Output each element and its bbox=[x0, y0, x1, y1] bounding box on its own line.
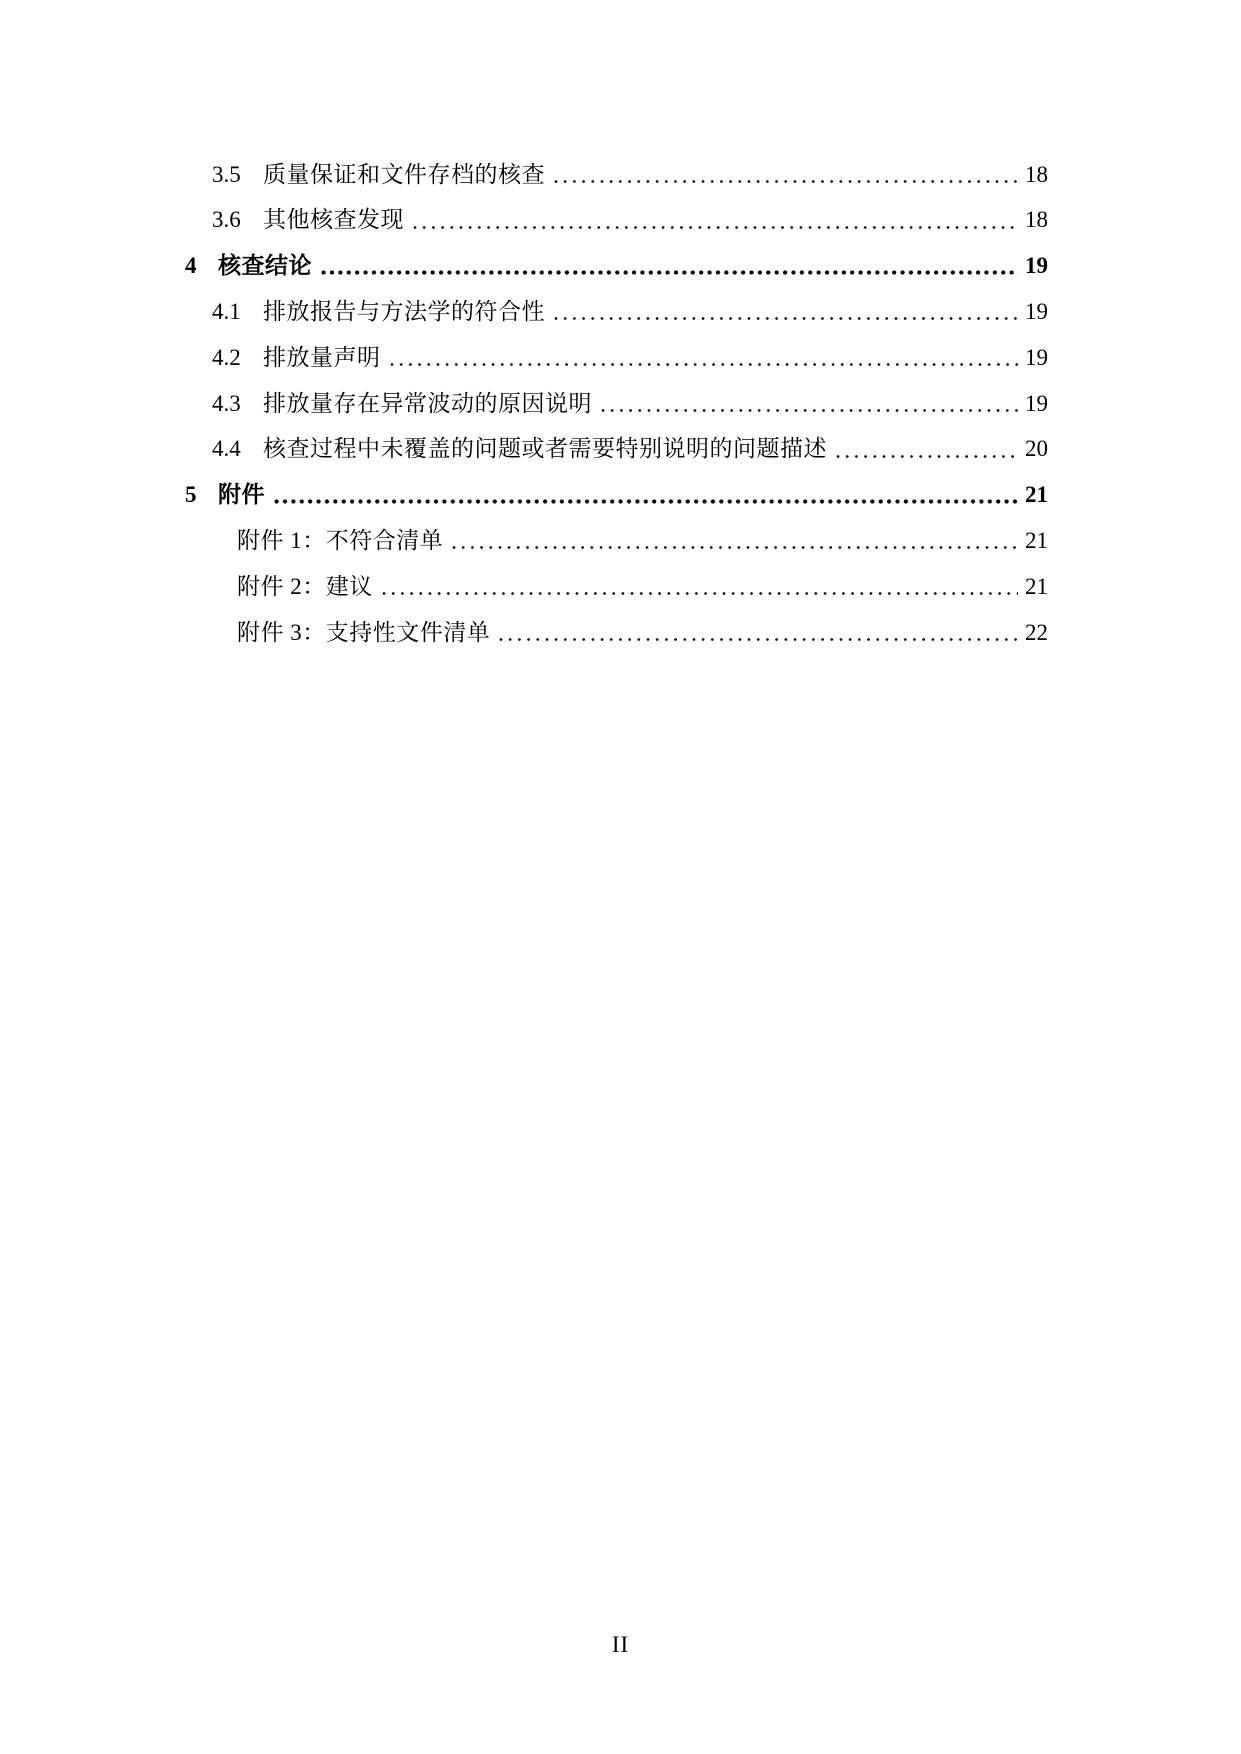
toc-entry[interactable] bbox=[212, 284, 1048, 330]
toc-entry-number: 4.3 bbox=[212, 390, 241, 416]
toc-entry-label: 排放报告与方法学的符合性 bbox=[263, 299, 545, 325]
dot-leader bbox=[554, 179, 1018, 184]
toc-entry-page: 20 bbox=[1025, 436, 1048, 462]
dot-leader bbox=[452, 545, 1018, 550]
toc-entry[interactable] bbox=[237, 559, 1048, 605]
dot-leader bbox=[413, 225, 1018, 230]
toc-entry[interactable] bbox=[212, 376, 1048, 422]
toc-entry-page: 21 bbox=[1025, 573, 1048, 599]
dot-leader bbox=[390, 362, 1019, 367]
toc-entry[interactable] bbox=[212, 147, 1048, 193]
toc-entry[interactable] bbox=[212, 193, 1048, 239]
toc-entry[interactable] bbox=[212, 422, 1048, 468]
toc-entry-number: 4.1 bbox=[212, 299, 241, 325]
dot-leader bbox=[321, 270, 1018, 275]
toc-entry[interactable] bbox=[237, 513, 1048, 559]
toc-entry-number: 4.4 bbox=[212, 436, 241, 462]
toc-entry-number: 3.5 bbox=[212, 161, 241, 187]
toc-entry-label: 排放量存在异常波动的原因说明 bbox=[263, 390, 592, 416]
toc-entry-label: 核查结论 bbox=[218, 253, 312, 279]
page-number-footer: II bbox=[611, 1632, 630, 1657]
toc-entry-page: 21 bbox=[1025, 528, 1048, 554]
toc-entry-page: 18 bbox=[1025, 161, 1048, 187]
toc-entry-label: 附件 2：建议 bbox=[237, 573, 373, 599]
toc-entry-label: 质量保证和文件存档的核查 bbox=[263, 161, 545, 187]
toc-entry[interactable] bbox=[212, 330, 1048, 376]
toc-entry[interactable] bbox=[185, 239, 1048, 285]
toc-entry-page: 19 bbox=[1025, 390, 1048, 416]
toc-entry-number: 3.6 bbox=[212, 207, 241, 233]
toc-entry-page: 19 bbox=[1025, 344, 1048, 370]
dot-leader bbox=[499, 637, 1018, 642]
dot-leader bbox=[554, 316, 1018, 321]
toc-entry-number: 4.2 bbox=[212, 344, 241, 370]
toc-entry-number: 4 bbox=[185, 253, 197, 279]
dot-leader bbox=[836, 454, 1018, 459]
toc-entry[interactable] bbox=[185, 468, 1048, 514]
toc-entry-page: 19 bbox=[1025, 299, 1048, 325]
toc-entry-number: 5 bbox=[185, 482, 197, 508]
toc-entry-label: 附件 3：支持性文件清单 bbox=[237, 619, 491, 645]
toc-entry-label: 附件 1：不符合清单 bbox=[237, 528, 444, 554]
dot-leader bbox=[274, 499, 1018, 504]
toc-entry-page: 21 bbox=[1025, 482, 1048, 508]
toc-list bbox=[0, 147, 1048, 651]
toc-entry-page: 22 bbox=[1025, 619, 1048, 645]
toc-entry-label: 附件 bbox=[218, 482, 265, 508]
dot-leader bbox=[382, 591, 1018, 596]
dot-leader bbox=[601, 408, 1018, 413]
toc-entry-label: 其他核查发现 bbox=[263, 207, 404, 233]
toc-entry-page: 19 bbox=[1025, 253, 1048, 279]
toc-entry[interactable] bbox=[237, 605, 1048, 651]
toc-entry-label: 排放量声明 bbox=[263, 344, 381, 370]
toc-entry-label: 核查过程中未覆盖的问题或者需要特别说明的问题描述 bbox=[263, 436, 827, 462]
toc-entry-page: 18 bbox=[1025, 207, 1048, 233]
